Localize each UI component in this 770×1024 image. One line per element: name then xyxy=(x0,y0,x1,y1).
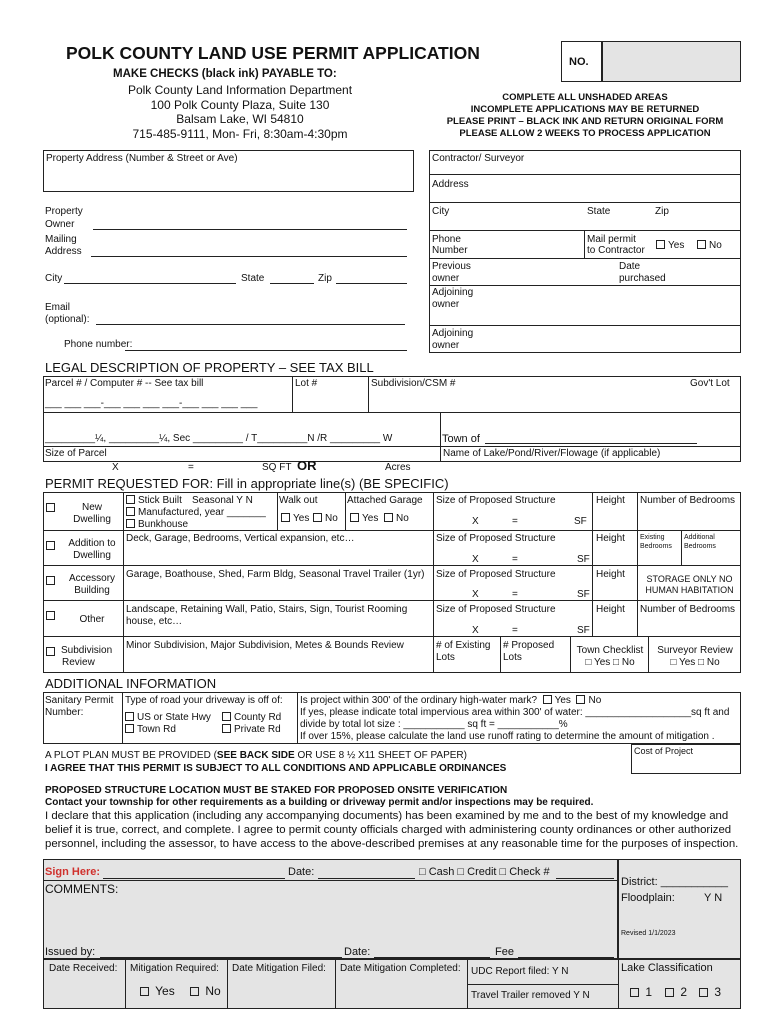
date-purchased-label: Date xyxy=(619,261,641,272)
instructions-4: PLEASE ALLOW 2 WEEKS TO PROCESS APPLICATION xyxy=(459,128,711,139)
checkbox-icon[interactable] xyxy=(126,519,135,528)
issued-by-label: Issued by: xyxy=(45,946,96,958)
yes-label: Yes xyxy=(668,240,685,251)
district-area xyxy=(618,859,741,959)
instructions-2: INCOMPLETE APPLICATIONS MAY BE RETURNED xyxy=(470,104,700,115)
property-owner-label-2: Owner xyxy=(45,219,75,230)
declaration-line-3: personnel, including the assessor, to have access to the above-described premises at any reasonable time for the purposes of inspection. xyxy=(45,838,739,850)
size-x-3: X xyxy=(472,589,479,600)
permit-number-field[interactable] xyxy=(602,41,741,82)
previous-owner-label-2: owner xyxy=(432,273,460,284)
adjoining-owner-2-label-2: owner xyxy=(432,340,460,351)
addition-desc: Deck, Garage, Bedrooms, Vertical expansion, etc… xyxy=(126,533,355,544)
instructions-1: COMPLETE ALL UNSHADED AREAS xyxy=(502,92,668,103)
checkbox-icon[interactable] xyxy=(125,712,134,721)
town-of-line[interactable] xyxy=(485,443,697,444)
declaration-line-2: belief it is true, correct, and complete. I agree to permit county officials charged with administering county ordinances or other authorized xyxy=(45,824,732,836)
storage-only-note-2: HUMAN HABITATION xyxy=(645,585,734,595)
fee-label: Fee xyxy=(495,946,514,958)
subdivision-label-2: Review xyxy=(62,657,95,668)
size-sf-4: SF xyxy=(577,625,590,636)
checkbox-icon[interactable] xyxy=(699,988,708,997)
mitigation-no[interactable] xyxy=(190,985,221,999)
property-address-label: Property Address (Number & Street or Ave) xyxy=(46,153,238,164)
subdivision-checkbox[interactable] xyxy=(46,647,55,656)
contractor-address-label: Address xyxy=(432,179,469,190)
town-rd-option[interactable] xyxy=(125,724,176,736)
sign-date-label: Date: xyxy=(288,866,315,878)
adjoining-owner-1-label: Adjoining xyxy=(432,287,474,298)
accessory-desc: Garage, Boathouse, Shed, Farm Bldg, Seasonal Travel Trailer (1yr) xyxy=(126,569,425,580)
sign-here-label: Sign Here: xyxy=(45,866,101,878)
yes-label: Yes xyxy=(293,513,310,524)
udc-report-label[interactable]: UDC Report filed: Y N xyxy=(471,966,569,977)
accessory-label: Accessory xyxy=(68,573,116,584)
size-sf-3: SF xyxy=(577,589,590,600)
existing-lots-label-2: Lots xyxy=(436,652,455,663)
surveyor-review-yes-no[interactable]: □ Yes □ No xyxy=(670,657,720,668)
floodplain-yn[interactable]: Y N xyxy=(704,892,723,904)
size-eq-4: = xyxy=(512,625,518,636)
owner-zip-label: Zip xyxy=(318,273,332,284)
govt-lot-label: Gov't Lot xyxy=(690,378,730,389)
accessory-checkbox[interactable] xyxy=(46,576,55,585)
no-label: No xyxy=(396,513,409,524)
adjoining-owner-2-label: Adjoining xyxy=(432,328,474,339)
owner-city-label: City xyxy=(45,273,63,284)
yes-label: Yes xyxy=(362,513,379,524)
checkbox-icon[interactable] xyxy=(125,724,134,733)
no-label: No xyxy=(588,695,602,706)
lake-classification-label: Lake Classification xyxy=(621,962,713,974)
storage-only-note: STORAGE ONLY NO xyxy=(646,574,733,584)
impervious-area-line[interactable]: If yes, please indicate total impervious area within 300' of water: ___________________sq ft and xyxy=(300,707,730,718)
us-hwy-option[interactable] xyxy=(125,712,211,724)
parcel-size-acres: Acres xyxy=(385,462,411,473)
comments-label: COMMENTS: xyxy=(45,882,119,896)
lot-label: Lot # xyxy=(295,378,318,389)
date-purchased-label-2: purchased xyxy=(619,273,666,284)
parcel-label: Parcel # / Computer # -- See tax bill xyxy=(45,378,204,389)
declaration-line-1: I declare that this application (including any accompanying documents) has been examined by me and to the best of my knowledge and xyxy=(45,810,729,822)
high-water-text: Is project within 300' of the ordinary high-water mark? xyxy=(300,695,538,706)
mitigation-filed-label: Date Mitigation Filed: xyxy=(232,963,326,974)
contractor-city-label: City xyxy=(432,206,450,217)
walkout-yes[interactable] xyxy=(281,513,309,525)
mail-permit-label-2: to Contractor xyxy=(587,245,645,256)
garage-no[interactable] xyxy=(384,513,409,525)
contractor-label: Contractor/ Surveyor xyxy=(432,153,525,164)
contractor-phone-label-2: Number xyxy=(432,245,468,256)
additional-bedrooms-label-2: Bedrooms xyxy=(684,543,716,550)
height-label-2: Height xyxy=(596,533,625,544)
private-rd-label: Private Rd xyxy=(234,724,281,735)
parcel-size-x: X xyxy=(112,462,119,473)
date-received-label: Date Received: xyxy=(49,963,118,974)
contractor-block xyxy=(429,150,741,353)
size-eq-3: = xyxy=(512,589,518,600)
checkbox-icon[interactable] xyxy=(384,513,393,522)
proposed-lots-label-2: Lots xyxy=(503,652,522,663)
accessory-label-2: Building xyxy=(74,585,110,596)
runoff-note: If over 15%, please calculate the land use runoff rating to determine the amount of mitigation . xyxy=(300,731,715,742)
addition-label: Addition to xyxy=(68,538,116,549)
size-sf-2: SF xyxy=(577,554,590,565)
email-label-2: (optional): xyxy=(45,314,90,325)
size-structure-label-4: Size of Proposed Structure xyxy=(436,604,556,615)
owner-state-line[interactable] xyxy=(270,283,314,284)
township-notice: Contact your township for other requirements as a building or driveway permit and/or inspections may be required. xyxy=(45,797,594,808)
parcel-size-or: OR xyxy=(297,458,317,473)
checkbox-icon[interactable] xyxy=(665,988,674,997)
class-2-label: 2 xyxy=(680,985,688,999)
issued-by-line[interactable] xyxy=(100,957,342,958)
manufactured-label: Manufactured, year _______ xyxy=(138,507,266,518)
bedrooms-label: Number of Bedrooms xyxy=(640,495,736,506)
high-water-question xyxy=(300,695,601,707)
existing-bedrooms-label-2: Bedrooms xyxy=(640,543,672,550)
size-eq: = xyxy=(512,516,518,527)
instructions-3: PLEASE PRINT – BLACK INK AND RETURN ORIGINAL FORM xyxy=(446,116,724,127)
plot-plan-bold: SEE BACK SIDE xyxy=(216,750,295,761)
checkbox-icon[interactable] xyxy=(630,988,639,997)
size-structure-label-3: Size of Proposed Structure xyxy=(436,569,556,580)
class-1-label: 1 xyxy=(645,985,653,999)
lake-class-1[interactable] xyxy=(630,986,652,1000)
email-line[interactable] xyxy=(96,324,405,325)
other-label: Other xyxy=(79,614,105,625)
checkbox-icon[interactable] xyxy=(190,987,199,996)
checkbox-icon[interactable] xyxy=(656,240,665,249)
walkout-label: Walk out xyxy=(279,495,318,506)
county-rd-option[interactable] xyxy=(222,712,281,724)
town-checklist-label: Town Checklist xyxy=(576,645,644,656)
phone-line[interactable] xyxy=(125,350,407,351)
issued-date-line[interactable] xyxy=(374,957,490,958)
checkbox-icon[interactable] xyxy=(281,513,290,522)
sign-date-line[interactable] xyxy=(318,878,415,879)
mail-permit-no[interactable] xyxy=(697,240,722,252)
additional-bedrooms-label: Additional xyxy=(684,534,715,541)
revised-date: Revised 1/1/2023 xyxy=(621,930,676,937)
payment-method[interactable]: □ Cash □ Credit □ Check # xyxy=(419,866,550,878)
mail-permit-label: Mail permit xyxy=(587,234,636,245)
existing-bedrooms-label: Existing xyxy=(640,534,665,541)
size-sf: SF xyxy=(574,516,587,527)
height-label-3: Height xyxy=(596,569,625,580)
size-x: X xyxy=(472,516,479,527)
staked-notice: PROPOSED STRUCTURE LOCATION MUST BE STAKED FOR PROPOSED ONSITE VERIFICATION xyxy=(45,785,508,796)
travel-trailer-label[interactable]: Travel Trailer removed Y N xyxy=(471,990,590,1001)
cost-of-project-label: Cost of Project xyxy=(634,746,694,756)
lake-name-label: Name of Lake/Pond/River/Flowage (if applicable) xyxy=(443,448,661,459)
bunkhouse-option[interactable] xyxy=(126,519,188,531)
legal-heading: LEGAL DESCRIPTION OF PROPERTY – SEE TAX BILL xyxy=(45,360,374,375)
check-number-line[interactable] xyxy=(556,878,614,879)
lake-class-2[interactable] xyxy=(665,986,687,1000)
parcel-size-label: Size of Parcel xyxy=(45,448,107,459)
new-dwelling-label-2: Dwelling xyxy=(73,514,111,525)
quarter-section-line[interactable]: _________¼, _________¼, Sec _________ / T_________N /R _________ W xyxy=(45,433,393,444)
yes-label: Yes xyxy=(554,695,571,706)
checkbox-icon[interactable] xyxy=(222,724,231,733)
owner-city-line[interactable] xyxy=(64,283,236,284)
checkbox-icon[interactable] xyxy=(313,513,322,522)
parcel-blank[interactable]: ___ ___ ___-___ ___ ___ ___-___ ___ ___ ___ xyxy=(45,398,258,409)
dept-phone: 715-485-9111, Mon- Fri, 8:30am-4:30pm xyxy=(132,127,348,141)
mitigation-yes[interactable] xyxy=(140,985,175,999)
no-label: No xyxy=(205,984,221,998)
plot-plan-text-2: OR USE 8 ½ X11 SHEET OF PAPER) xyxy=(294,750,467,761)
size-structure-label-2: Size of Proposed Structure xyxy=(436,533,556,544)
walkout-no[interactable] xyxy=(313,513,338,525)
checkbox-icon[interactable] xyxy=(350,513,359,522)
mailing-address-label-2: Address xyxy=(45,246,82,257)
sanitary-label: Sanitary Permit xyxy=(45,695,114,706)
signature-line[interactable] xyxy=(103,878,285,879)
subdivision-label: Subdivision xyxy=(61,645,113,656)
addition-checkbox[interactable] xyxy=(46,541,55,550)
mitigation-required-label: Mitigation Required: xyxy=(130,963,219,974)
other-desc: Landscape, Retaining Wall, Patio, Stairs, Sign, Tourist Rooming xyxy=(126,604,408,615)
town-rd-label: Town Rd xyxy=(137,724,176,735)
size-x-4: X xyxy=(472,625,479,636)
agree-statement: I AGREE THAT THIS PERMIT IS SUBJECT TO ALL CONDITIONS AND APPLICABLE ORDINANCES xyxy=(45,763,507,774)
existing-lots-label: # of Existing xyxy=(436,640,491,651)
fee-line[interactable] xyxy=(518,957,614,958)
contractor-phone-label: Phone xyxy=(432,234,461,245)
dept-city: Balsam Lake, WI 54810 xyxy=(176,112,304,126)
issued-date-label: Date: xyxy=(344,946,371,958)
property-owner-label: Property xyxy=(45,206,83,217)
size-eq-2: = xyxy=(512,554,518,565)
mitigation-completed-label: Date Mitigation Completed: xyxy=(340,963,461,974)
road-type-label: Type of road your driveway is off of: xyxy=(125,695,283,706)
contractor-zip-label: Zip xyxy=(655,206,669,217)
bunkhouse-label: Bunkhouse xyxy=(138,519,189,530)
stick-built-option[interactable] xyxy=(126,495,182,507)
email-label: Email xyxy=(45,302,71,313)
dept-street: 100 Polk County Plaza, Suite 130 xyxy=(150,98,330,112)
permit-number-label: NO. xyxy=(569,56,589,68)
surveyor-review-label: Surveyor Review xyxy=(657,645,733,656)
parcel-size-sqft: SQ FT xyxy=(262,462,292,473)
district-label: District: ___________ xyxy=(621,876,729,888)
additional-heading: ADDITIONAL INFORMATION xyxy=(45,676,217,691)
height-label-4: Height xyxy=(596,604,625,615)
no-label: No xyxy=(325,513,338,524)
checkbox-icon[interactable] xyxy=(576,695,585,704)
seasonal-option[interactable]: Seasonal Y N xyxy=(192,495,253,506)
owner-zip-line[interactable] xyxy=(336,283,407,284)
checkbox-icon[interactable] xyxy=(140,987,149,996)
private-rd-option[interactable] xyxy=(222,724,281,736)
town-of-label: Town of xyxy=(442,433,480,445)
payable-heading: MAKE CHECKS (black ink) PAYABLE TO: xyxy=(113,68,337,80)
contractor-state-label: State xyxy=(587,206,611,217)
subdivision-desc: Minor Subdivision, Major Subdivision, Metes & Bounds Review xyxy=(126,640,404,651)
lot-size-line[interactable]: divide by total lot size : ___________ sq ft = ___________% xyxy=(300,719,568,730)
new-dwelling-label: New xyxy=(81,502,102,513)
floodplain-label: Floodplain: xyxy=(621,892,675,904)
previous-owner-label: Previous xyxy=(432,261,471,272)
town-checklist-yes-no[interactable]: □ Yes □ No xyxy=(585,657,635,668)
subdivision-label: Subdivision/CSM # xyxy=(371,378,456,389)
size-structure-label: Size of Proposed Structure xyxy=(436,495,556,506)
addition-label-2: Dwelling xyxy=(73,550,111,561)
other-desc-2: house, etc… xyxy=(126,616,183,627)
class-3-label: 3 xyxy=(714,985,722,999)
parcel-size-eq: = xyxy=(188,462,194,473)
dept-name: Polk County Land Information Department xyxy=(127,83,353,97)
us-hwy-label: US or State Hwy xyxy=(137,712,211,723)
county-rd-label: County Rd xyxy=(234,712,282,723)
mailing-address-label: Mailing xyxy=(45,234,77,245)
owner-state-label: State xyxy=(241,273,265,284)
permit-heading: PERMIT REQUESTED FOR: Fill in appropriate line(s) (BE SPECIFIC) xyxy=(45,476,449,491)
garage-yes[interactable] xyxy=(350,513,378,525)
checkbox-icon[interactable] xyxy=(126,495,135,504)
proposed-lots-label: # Proposed xyxy=(503,640,555,651)
sanitary-label-2: Number: xyxy=(45,707,84,718)
other-checkbox[interactable] xyxy=(46,611,55,620)
checkbox-icon[interactable] xyxy=(126,507,135,516)
phone-label: Phone number: xyxy=(64,339,133,350)
form-title: POLK COUNTY LAND USE PERMIT APPLICATION xyxy=(66,43,480,63)
lake-class-3[interactable] xyxy=(699,986,721,1000)
property-owner-line[interactable] xyxy=(93,229,407,230)
mail-permit-yes[interactable] xyxy=(656,240,684,252)
manufactured-option[interactable] xyxy=(126,507,266,519)
no-label: No xyxy=(709,240,722,251)
checkbox-icon[interactable] xyxy=(222,712,231,721)
new-dwelling-checkbox[interactable] xyxy=(46,503,55,512)
stick-built-label: Stick Built xyxy=(138,495,182,506)
mailing-address-line[interactable] xyxy=(91,256,407,257)
plot-plan-text: A PLOT PLAN MUST BE PROVIDED ( xyxy=(45,750,217,761)
height-label: Height xyxy=(596,495,625,506)
attached-garage-label: Attached Garage xyxy=(347,495,423,506)
adjoining-owner-1-label-2: owner xyxy=(432,299,460,310)
size-x-2: X xyxy=(472,554,479,565)
yes-label: Yes xyxy=(155,984,175,998)
plot-plan-note xyxy=(45,750,467,762)
bedrooms-label-4: Number of Bedrooms xyxy=(640,604,736,615)
checkbox-icon[interactable] xyxy=(543,695,552,704)
checkbox-icon[interactable] xyxy=(697,240,706,249)
